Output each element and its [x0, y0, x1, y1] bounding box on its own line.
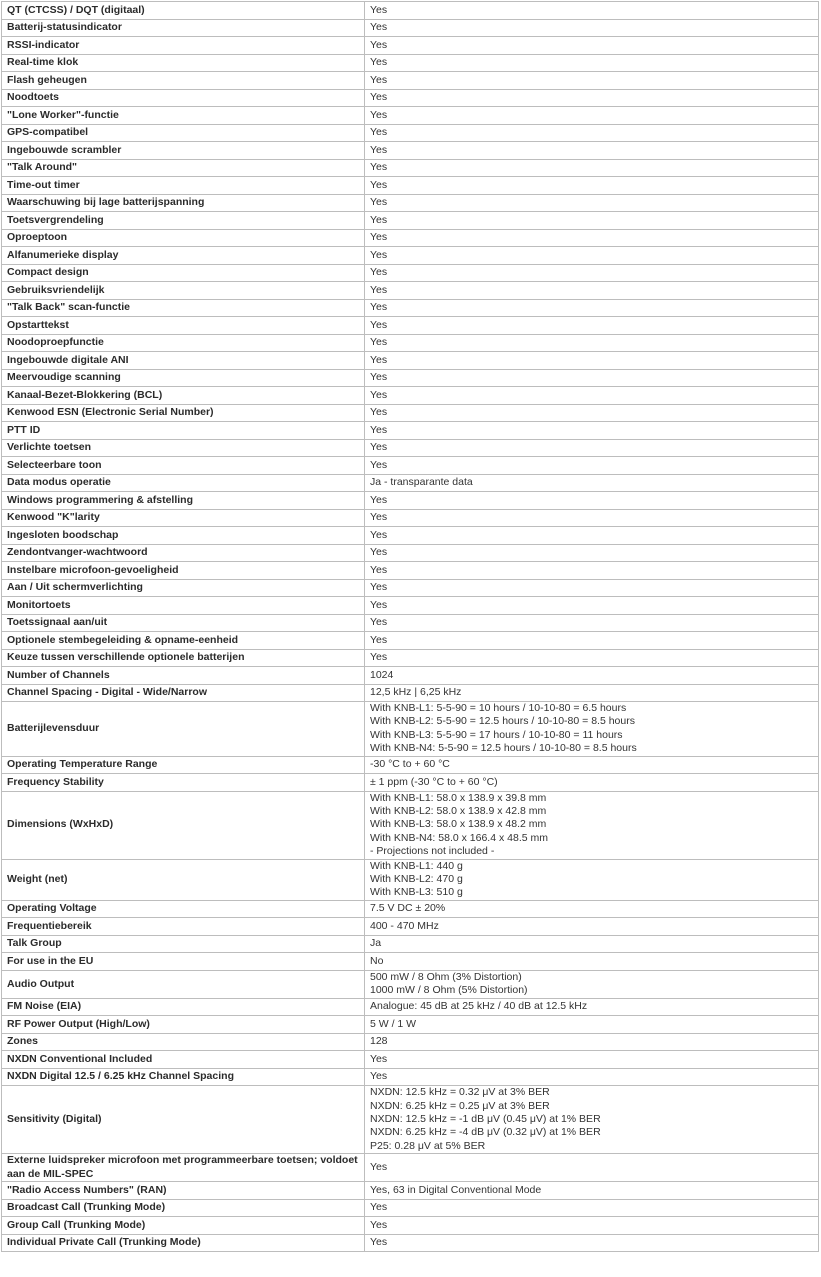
spec-value-line: Yes [370, 563, 388, 576]
spec-value-line: Yes, 63 in Digital Conventional Mode [370, 1183, 542, 1196]
spec-row [2, 492, 819, 510]
spec-row [2, 369, 819, 387]
spec-value [365, 544, 819, 562]
spec-row [2, 791, 819, 859]
spec-value-line: Yes [370, 161, 388, 174]
spec-row [2, 1033, 819, 1051]
spec-row [2, 1182, 819, 1200]
spec-value-line: Yes [370, 3, 388, 16]
spec-label: Toetssignaal aan/uit [2, 614, 365, 632]
spec-row [2, 774, 819, 792]
spec-label: Dimensions (WxHxD) [2, 791, 365, 859]
spec-value [365, 684, 819, 702]
spec-value-line: P25: 0.28 μV at 5% BER [370, 1139, 486, 1152]
spec-row [2, 649, 819, 667]
spec-value [365, 953, 819, 971]
spec-value-line: With KNB-L1: 5-5-90 = 10 hours / 10-10-80 = 6.5 hours [370, 702, 627, 714]
spec-label: Batterij-statusindicator [2, 19, 365, 37]
spec-value [365, 124, 819, 142]
spec-row [2, 334, 819, 352]
spec-value-line: 1000 mW / 8 Ohm (5% Distortion) [370, 984, 528, 997]
spec-row [2, 352, 819, 370]
spec-label: FM Noise (EIA) [2, 998, 365, 1016]
spec-row [2, 1234, 819, 1252]
spec-value [365, 404, 819, 422]
spec-value-line: Yes [370, 353, 388, 366]
spec-row [2, 439, 819, 457]
spec-value [365, 299, 819, 317]
spec-value [365, 1051, 819, 1069]
spec-value-line: Yes [370, 441, 388, 454]
spec-value-line: 1024 [370, 668, 394, 681]
spec-value [365, 422, 819, 440]
spec-row [2, 1016, 819, 1034]
spec-row [2, 89, 819, 107]
spec-row [2, 756, 819, 774]
spec-row [2, 614, 819, 632]
spec-value-line: With KNB-N4: 58.0 x 166.4 x 48.5 mm [370, 831, 548, 844]
spec-value [365, 1154, 819, 1182]
spec-value [365, 1217, 819, 1235]
spec-value-line: Yes [370, 21, 388, 34]
spec-value-line: Yes [370, 511, 388, 524]
spec-value [365, 562, 819, 580]
spec-label: RSSI-indicator [2, 37, 365, 55]
spec-value-line: With KNB-L2: 58.0 x 138.9 x 42.8 mm [370, 805, 547, 818]
spec-value [365, 282, 819, 300]
spec-value [365, 1086, 819, 1154]
spec-label: Zones [2, 1033, 365, 1051]
spec-value-line: Yes [370, 301, 388, 314]
spec-value [365, 194, 819, 212]
spec-label: Ingesloten boodschap [2, 527, 365, 545]
spec-row [2, 54, 819, 72]
spec-row [2, 194, 819, 212]
spec-value-line: Yes [370, 231, 388, 244]
spec-label: Frequency Stability [2, 774, 365, 792]
spec-row [2, 387, 819, 405]
spec-row [2, 107, 819, 125]
spec-value [365, 107, 819, 125]
spec-label: Talk Group [2, 935, 365, 953]
spec-value [365, 369, 819, 387]
spec-value [365, 212, 819, 230]
spec-value [365, 159, 819, 177]
spec-value-line: 5 W / 1 W [370, 1017, 417, 1030]
spec-row [2, 159, 819, 177]
spec-row [2, 1068, 819, 1086]
spec-value [365, 509, 819, 527]
spec-row [2, 953, 819, 971]
spec-value-line: Yes [370, 266, 388, 279]
spec-label: Zendontvanger-wachtwoord [2, 544, 365, 562]
spec-label: RF Power Output (High/Low) [2, 1016, 365, 1034]
spec-value [365, 900, 819, 918]
spec-value [365, 229, 819, 247]
spec-label: Gebruiksvriendelijk [2, 282, 365, 300]
spec-label: Kenwood ESN (Electronic Serial Number) [2, 404, 365, 422]
spec-value [365, 649, 819, 667]
spec-value [365, 457, 819, 475]
spec-row [2, 474, 819, 492]
spec-label: Time-out timer [2, 177, 365, 195]
spec-label: Keuze tussen verschillende optionele batterijen [2, 649, 365, 667]
spec-row [2, 509, 819, 527]
spec-label: NXDN Digital 12.5 / 6.25 kHz Channel Spacing [2, 1068, 365, 1086]
spec-value [365, 1199, 819, 1217]
spec-value-line: 12,5 kHz | 6,25 kHz [370, 686, 462, 699]
spec-value-line: Yes [370, 1218, 388, 1231]
spec-label: Externe luidspreker microfoon met programmeerbare toetsen; voldoet aan de MIL-SPEC [2, 1154, 365, 1182]
spec-value-line: Yes [370, 108, 388, 121]
spec-label: For use in the EU [2, 953, 365, 971]
spec-row [2, 632, 819, 650]
spec-label: Broadcast Call (Trunking Mode) [2, 1199, 365, 1217]
spec-value-line: Yes [370, 91, 388, 104]
spec-row [2, 684, 819, 702]
spec-value [365, 970, 819, 998]
spec-value-line: Yes [370, 493, 388, 506]
spec-value-line: Yes [370, 458, 388, 471]
spec-label: Aan / Uit schermverlichting [2, 579, 365, 597]
spec-row [2, 579, 819, 597]
spec-value-line: Yes [370, 388, 388, 401]
spec-label: "Talk Around" [2, 159, 365, 177]
spec-value-line: Yes [370, 143, 388, 156]
spec-value-line: Yes [370, 1201, 388, 1214]
spec-row [2, 422, 819, 440]
spec-value-line: Yes [370, 73, 388, 86]
spec-value [365, 1234, 819, 1252]
spec-value-line: Yes [370, 56, 388, 69]
spec-label: Batterijlevensduur [2, 702, 365, 757]
spec-row [2, 1199, 819, 1217]
spec-label: Windows programmering & afstelling [2, 492, 365, 510]
spec-value-line: Yes [370, 633, 388, 646]
spec-value-line: NXDN: 12.5 kHz = 0.32 μV at 3% BER [370, 1086, 550, 1099]
spec-label: Operating Temperature Range [2, 756, 365, 774]
spec-value [365, 702, 819, 757]
spec-value-line: Yes [370, 336, 388, 349]
spec-value [365, 597, 819, 615]
spec-value-line: With KNB-L2: 5-5-90 = 12.5 hours / 10-10-80 = 8.5 hours [370, 715, 635, 728]
spec-label: "Radio Access Numbers" (RAN) [2, 1182, 365, 1200]
spec-row [2, 19, 819, 37]
spec-value [365, 19, 819, 37]
spec-table-body [2, 2, 819, 1252]
spec-label: Meervoudige scanning [2, 369, 365, 387]
spec-value [365, 1033, 819, 1051]
spec-value-line: With KNB-L3: 5-5-90 = 17 hours / 10-10-80 = 11 hours [370, 728, 623, 741]
spec-label: Kanaal-Bezet-Blokkering (BCL) [2, 387, 365, 405]
spec-value [365, 1182, 819, 1200]
spec-value-line: NXDN: 6.25 kHz = -4 dB μV (0.32 μV) at 1% BER [370, 1126, 601, 1139]
spec-label: NXDN Conventional Included [2, 1051, 365, 1069]
spec-row [2, 229, 819, 247]
spec-label: Channel Spacing - Digital - Wide/Narrow [2, 684, 365, 702]
spec-row [2, 177, 819, 195]
spec-value [365, 1068, 819, 1086]
spec-label: Sensitivity (Digital) [2, 1086, 365, 1154]
spec-value [365, 774, 819, 792]
spec-value-line: Yes [370, 598, 388, 611]
spec-value [365, 142, 819, 160]
spec-label: Verlichte toetsen [2, 439, 365, 457]
spec-value-line: Yes [370, 196, 388, 209]
spec-row [2, 37, 819, 55]
spec-value [365, 72, 819, 90]
spec-value-line: Yes [370, 318, 388, 331]
spec-row [2, 970, 819, 998]
spec-row [2, 667, 819, 685]
spec-value-line: With KNB-L1: 58.0 x 138.9 x 39.8 mm [370, 791, 547, 804]
spec-value-line: Analogue: 45 dB at 25 kHz / 40 dB at 12.5 kHz [370, 1000, 588, 1013]
spec-label: QT (CTCSS) / DQT (digitaal) [2, 2, 365, 20]
spec-value-line: With KNB-L1: 440 g [370, 859, 463, 872]
spec-label: PTT ID [2, 422, 365, 440]
spec-row [2, 2, 819, 20]
spec-value [365, 579, 819, 597]
spec-value [365, 177, 819, 195]
spec-row [2, 299, 819, 317]
spec-row [2, 124, 819, 142]
spec-value-line: With KNB-L3: 58.0 x 138.9 x 48.2 mm [370, 818, 547, 831]
spec-label: Waarschuwing bij lage batterijspanning [2, 194, 365, 212]
spec-value-line: Yes [370, 248, 388, 261]
spec-label: Real-time klok [2, 54, 365, 72]
spec-label: Individual Private Call (Trunking Mode) [2, 1234, 365, 1252]
spec-value-line: Yes [370, 126, 388, 139]
spec-row [2, 859, 819, 900]
spec-label: Compact design [2, 264, 365, 282]
spec-label: Ingebouwde scrambler [2, 142, 365, 160]
spec-row [2, 404, 819, 422]
spec-row [2, 1051, 819, 1069]
spec-row [2, 457, 819, 475]
spec-value [365, 247, 819, 265]
spec-value-line: NXDN: 6.25 kHz = 0.25 μV at 3% BER [370, 1099, 550, 1112]
spec-label: "Lone Worker"-functie [2, 107, 365, 125]
spec-value [365, 1016, 819, 1034]
spec-value [365, 387, 819, 405]
spec-value-line: Yes [370, 616, 388, 629]
spec-label: Opstarttekst [2, 317, 365, 335]
spec-label: Audio Output [2, 970, 365, 998]
spec-label: Frequentiebereik [2, 918, 365, 936]
spec-value-line: 7.5 V DC ± 20% [370, 902, 446, 915]
spec-value-line: With KNB-L2: 470 g [370, 873, 463, 886]
spec-table [1, 1, 819, 1252]
spec-label: Kenwood "K"larity [2, 509, 365, 527]
spec-value-line: No [370, 954, 384, 967]
spec-value-line: Yes [370, 38, 388, 51]
spec-row [2, 998, 819, 1016]
spec-value [365, 264, 819, 282]
spec-label: Operating Voltage [2, 900, 365, 918]
spec-label: Selecteerbare toon [2, 457, 365, 475]
spec-value-line: Ja [370, 937, 382, 950]
spec-row [2, 597, 819, 615]
spec-value [365, 918, 819, 936]
spec-label: Flash geheugen [2, 72, 365, 90]
spec-row [2, 900, 819, 918]
spec-value [365, 474, 819, 492]
spec-row [2, 282, 819, 300]
spec-value [365, 54, 819, 72]
spec-value-line: NXDN: 12.5 kHz = -1 dB μV (0.45 μV) at 1% BER [370, 1113, 601, 1125]
spec-label: Instelbare microfoon-gevoeligheid [2, 562, 365, 580]
spec-value [365, 334, 819, 352]
spec-row [2, 527, 819, 545]
spec-row [2, 247, 819, 265]
spec-value-line: 128 [370, 1035, 388, 1048]
spec-value-line: With KNB-L3: 510 g [370, 886, 463, 899]
spec-label: "Talk Back" scan-functie [2, 299, 365, 317]
spec-row [2, 1086, 819, 1154]
spec-value-line: Ja - transparante data [370, 476, 473, 489]
spec-value-line: Yes [370, 178, 388, 191]
spec-value [365, 667, 819, 685]
spec-value-line: Yes [370, 528, 388, 541]
spec-value [365, 859, 819, 900]
spec-row [2, 1154, 819, 1182]
spec-value-line: Yes [370, 423, 388, 436]
spec-value [365, 756, 819, 774]
spec-value-line: - Projections not included - [370, 845, 495, 858]
spec-value-line: Yes [370, 213, 388, 226]
spec-label: Toetsvergrendeling [2, 212, 365, 230]
spec-value-line: ± 1 ppm (-30 °C to + 60 °C) [370, 775, 498, 788]
spec-value [365, 527, 819, 545]
spec-label: Weight (net) [2, 859, 365, 900]
spec-value-line: Yes [370, 651, 388, 664]
spec-value [365, 317, 819, 335]
spec-label: GPS-compatibel [2, 124, 365, 142]
spec-row [2, 317, 819, 335]
spec-value-line: Yes [370, 581, 388, 594]
spec-row [2, 702, 819, 757]
spec-value-line: Yes [370, 371, 388, 384]
spec-label: Data modus operatie [2, 474, 365, 492]
spec-label: Number of Channels [2, 667, 365, 685]
spec-value [365, 439, 819, 457]
spec-label: Noodoproepfunctie [2, 334, 365, 352]
spec-value-line: With KNB-N4: 5-5-90 = 12.5 hours / 10-10-80 = 8.5 hours [370, 742, 637, 755]
spec-row [2, 264, 819, 282]
spec-row [2, 935, 819, 953]
spec-value-line: 400 - 470 MHz [370, 919, 439, 932]
spec-value [365, 2, 819, 20]
spec-row [2, 1217, 819, 1235]
spec-value [365, 632, 819, 650]
spec-label: Optionele stembegeleiding & opname-eenheid [2, 632, 365, 650]
spec-value-line: Yes [370, 1052, 388, 1065]
spec-row [2, 142, 819, 160]
spec-value-line: Yes [370, 283, 388, 296]
spec-value-line: Yes [370, 1236, 388, 1249]
spec-row [2, 918, 819, 936]
spec-value [365, 791, 819, 859]
spec-value-line: Yes [370, 406, 388, 419]
spec-value-line: Yes [370, 1070, 388, 1083]
spec-label: Monitortoets [2, 597, 365, 615]
spec-value [365, 998, 819, 1016]
spec-value [365, 492, 819, 510]
spec-value [365, 37, 819, 55]
spec-value [365, 614, 819, 632]
spec-label: Oproeptoon [2, 229, 365, 247]
spec-label: Alfanumerieke display [2, 247, 365, 265]
spec-label: Group Call (Trunking Mode) [2, 1217, 365, 1235]
spec-row [2, 72, 819, 90]
spec-value-line: -30 °C to + 60 °C [370, 758, 450, 771]
spec-label: Ingebouwde digitale ANI [2, 352, 365, 370]
spec-value-line: 500 mW / 8 Ohm (3% Distortion) [370, 970, 522, 983]
spec-value-line: Yes [370, 1160, 388, 1173]
spec-value [365, 89, 819, 107]
spec-row [2, 212, 819, 230]
spec-label: Noodtoets [2, 89, 365, 107]
spec-value [365, 935, 819, 953]
spec-row [2, 544, 819, 562]
spec-value-line: Yes [370, 546, 388, 559]
spec-value [365, 352, 819, 370]
spec-row [2, 562, 819, 580]
